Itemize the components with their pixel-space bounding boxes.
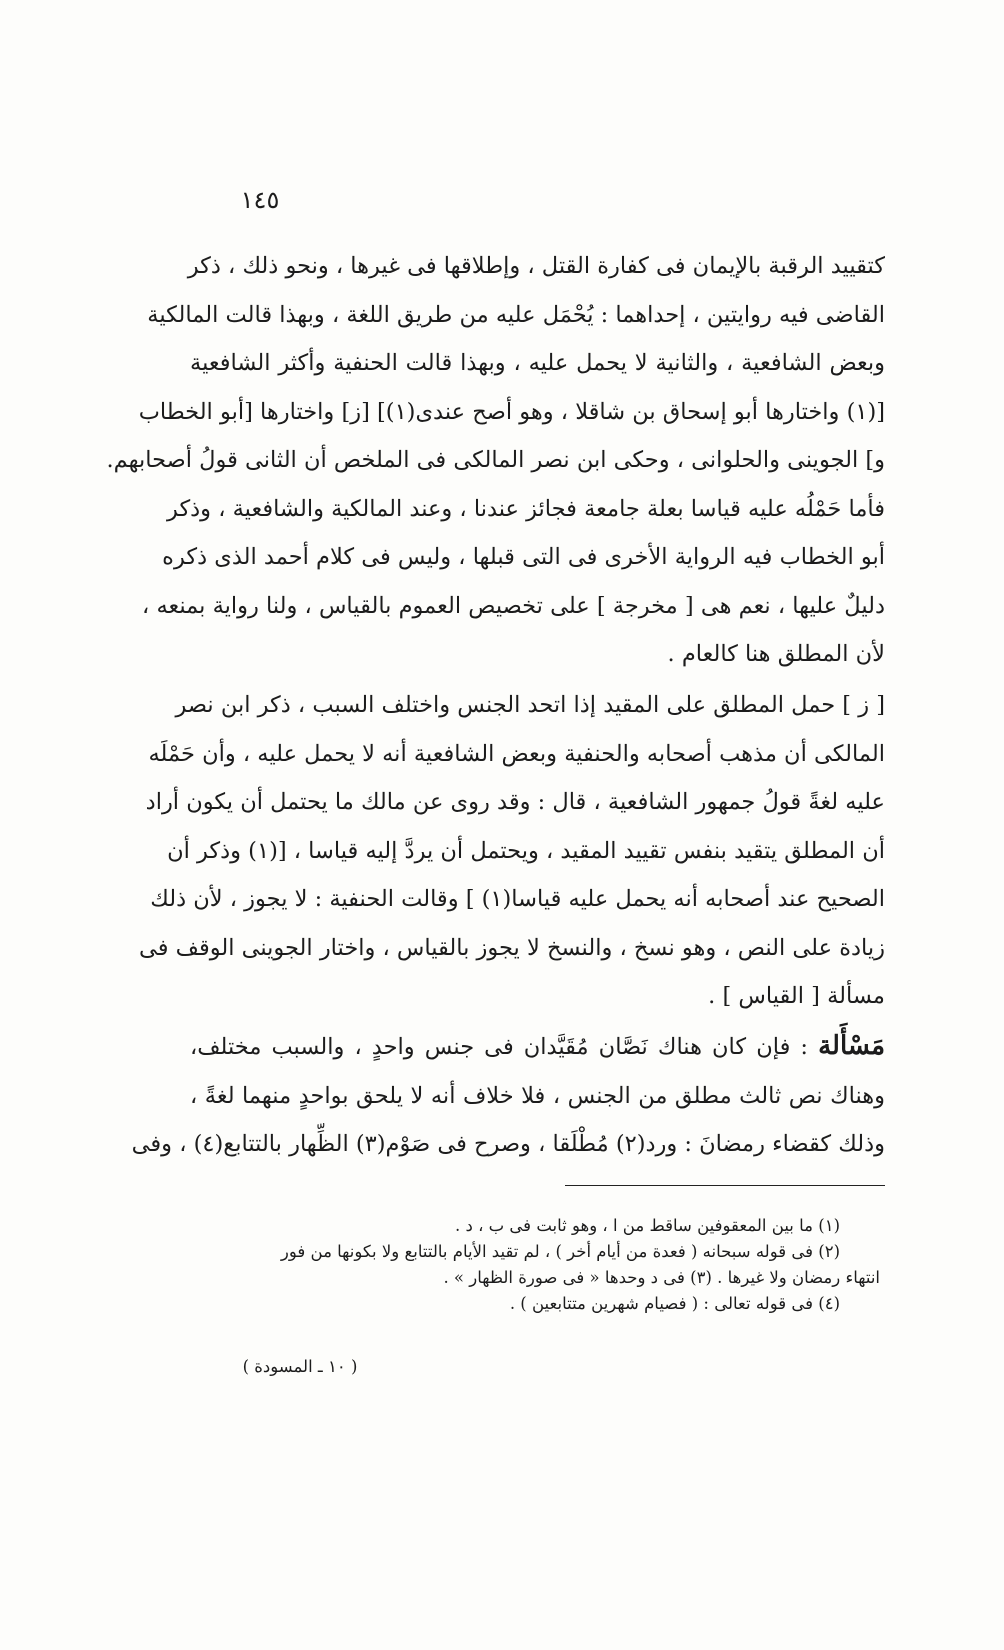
- paragraph-1: [106, 242, 885, 679]
- text-line: وهناك نص ثالث مطلق من الجنس ، فلا خلاف أنه لا يلحق بواحدٍ منهما لغةً ،: [190, 1082, 885, 1109]
- text-line: فأما حَمْلُه عليه قياسا بعلة جامعة فجائز عندنا ، وعند المالكية والشافعية ، وذكر: [167, 495, 885, 522]
- text-line: وذلك كقضاء رمضانَ : ورد(٢) مُطْلَقا ، وصرح فى صَوْم(٣) الظِّهار بالتتابع(٤) ، وفى: [131, 1131, 885, 1157]
- paragraph-2: [139, 681, 885, 1021]
- text-line: و] الجوينى والحلوانى ، وحكى ابن نصر المالكى فى الملخص أن الثانى قولُ أصحابهم.: [106, 447, 885, 473]
- text-line: المالكى أن مذهب أصحابه والحنفية وبعض الشافعية أنه لا يحمل عليه ، وأن حَمْلَه: [148, 740, 885, 767]
- text-segment: : فإن كان هناك نَصَّان مُقَيَّدان فى جنس واحدٍ ، والسبب مختلف،: [190, 1034, 809, 1060]
- text-line: كتقييد الرقبة بالإيمان فى كفارة القتل ، وإطلاقها فى غيرها ، ونحو ذلك ، ذكر: [187, 253, 885, 279]
- signature-note: ( ١٠ ـ المسودة ): [242, 1357, 358, 1376]
- footnote-divider: [565, 1185, 885, 1186]
- paragraph-3: [131, 1022, 886, 1169]
- text-line: أبو الخطاب فيه الرواية الأخرى فى التى قبلها ، وليس فى كلام أحمد الذى ذكره: [162, 544, 885, 570]
- section-heading: مَسْأَلة: [818, 1031, 886, 1061]
- text-line: مسألة [ القياس ] .: [708, 983, 885, 1009]
- page-number: ١٤٥: [240, 186, 280, 214]
- text-line: الصحيح عند أصحابه أنه يحمل عليه قياسا(١) ] وقالت الحنفية : لا يجوز ، لأن ذلك: [150, 886, 885, 912]
- text-line: دليلٌ عليها ، نعم هى [ مخرجة ] على تخصيص العموم بالقياس ، ولنا رواية بمنعه ،: [142, 592, 885, 619]
- text-line: [ ز ] حمل المطلق على المقيد إذا اتحد الجنس واختلف السبب ، ذكر ابن نصر: [175, 692, 885, 718]
- text-line: [190, 1022, 885, 1072]
- footnote: انتهاء رمضان ولا غيرها . (٣) فى د وحدها « فى صورة الظهار » .: [443, 1268, 880, 1287]
- text-line: وبعض الشافعية ، والثانية لا يحمل عليه ، وبهذا قالت الحنفية وأكثر الشافعية: [190, 350, 885, 376]
- footnote: (١) ما بين المعقوفين ساقط من ا ، وهو ثابت فى ب ، د .: [455, 1216, 840, 1235]
- text-line: أن المطلق يتقيد بنفس تقييد المقيد ، ويحتمل أن يردَّ إليه قياسا ، [(١) وذكر أن: [167, 837, 885, 864]
- footnote: (٤) فى قوله تعالى : ( فصيام شهرين متتابعين ) .: [509, 1294, 840, 1313]
- footnotes: [190, 1213, 880, 1317]
- text-line: لأن المطلق هنا كالعام .: [667, 641, 885, 667]
- text-line: زيادة على النص ، وهو نسخ ، والنسخ لا يجوز بالقياس ، واختار الجوينى الوقف فى: [139, 934, 885, 961]
- text-line: [(١) واختارها أبو إسحاق بن شاقلا ، وهو أصح عندى(١)] [ز] واختارها [أبو الخطاب: [138, 398, 885, 425]
- footnote: (٢) فى قوله سبحانه ( فعدة من أيام أخر ) ، لم تقيد الأيام بالتتابع ولا بكونها من فور: [280, 1242, 840, 1261]
- text-line: القاضى فيه روايتين ، إحداهما : يُحْمَل عليه من طريق اللغة ، وبهذا قالت المالكية: [147, 301, 885, 328]
- text-line: عليه لغةً قولُ جمهور الشافعية ، قال : وقد روى عن مالك ما يحتمل أن يكون أراد: [145, 789, 885, 815]
